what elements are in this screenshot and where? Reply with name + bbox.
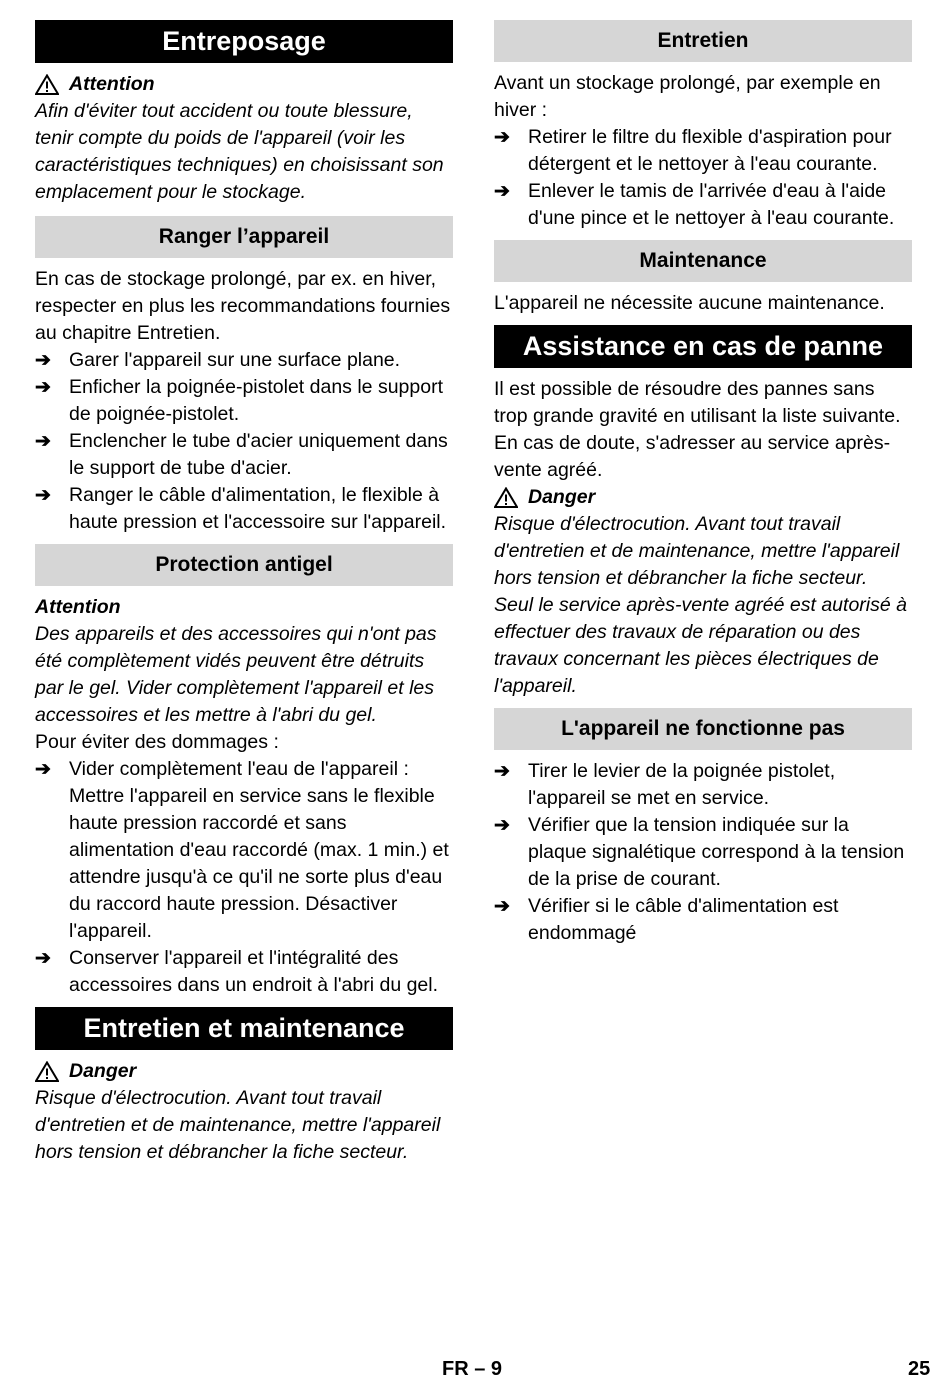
list-item: ➔ Enlever le tamis de l'arrivée d'eau à l'aide d'une pince et le nettoyer à l'eau courante. [494,180,895,229]
section-title-ne-fonctionne-pas: L'appareil ne fonctionne pas [494,708,912,750]
section-title-ranger: Ranger l’appareil [35,216,453,258]
arrow-right-icon: ➔ [494,181,510,202]
paragraph: L'appareil ne nécessite aucune maintenance. [494,292,885,314]
section-title-entretien: Entretien [494,20,912,62]
arrow-right-icon: ➔ [35,948,51,969]
right-column [494,20,912,947]
list-item: ➔ Vérifier si le câble d'alimentation est endommagé [494,895,839,944]
list-item: ➔ Conserver l'appareil et l'intégralité des accessoires dans un endroit à l'abri du gel. [35,947,439,996]
warning-triangle-icon [35,1061,59,1082]
danger-label: Danger [69,1060,137,1082]
list-item: ➔ Enficher la poignée-pistolet dans le support de poignée-pistolet. [35,376,443,425]
warning-text: Afin d'éviter tout accident ou toute blessure, tenir compte du poids de l'appareil (voir les caractéristiques techniques) en choisissant son emplacement pour le stockage. [35,100,444,203]
arrow-right-icon: ➔ [35,485,51,506]
arrow-right-icon: ➔ [35,431,51,452]
list-item: ➔ Vérifier que la tension indiquée sur la plaque signalétique correspond à la tension de la prise de courant. [494,814,905,890]
attention-heading: Attention [35,596,121,618]
warning-heading [35,71,453,98]
danger-heading [35,1058,453,1085]
page-number: 25 [908,1358,931,1380]
list-item: ➔ Ranger le câble d'alimentation, le flexible à haute pression et l'accessoire sur l'appareil. [35,484,447,533]
warning-triangle-icon [494,487,518,508]
arrow-right-icon: ➔ [494,127,510,148]
arrow-right-icon: ➔ [494,761,510,782]
arrow-right-icon: ➔ [35,350,51,371]
paragraph: Pour éviter des dommages : [35,731,279,753]
danger-text: Risque d'électrocution. Avant tout travail d'entretien et de maintenance, mettre l'appareil hors tension et débrancher la fiche secteur. [494,513,900,589]
list-item: ➔ Retirer le filtre du flexible d'aspiration pour détergent et le nettoyer à l'eau courante. [494,126,892,175]
list-item: ➔ Tirer le levier de la poignée pistolet, l'appareil se met en service. [494,760,836,809]
danger-text: Risque d'électrocution. Avant tout travail d'entretien et de maintenance, mettre l'appareil hors tension et débrancher la fiche secteur. [35,1087,441,1163]
section-title-assistance: Assistance en cas de panne [494,325,912,368]
list-item: ➔ Garer l'appareil sur une surface plane. [35,347,453,374]
attention-text: Des appareils et des accessoires qui n'ont pas été complètement vidés peuvent être détruits par le gel. Vider complètement l'appareil et les accessoires et les mettre à l'abri du gel. [35,623,437,726]
left-column [35,20,453,1166]
paragraph: En cas de doute, s'adresser au service après-vente agréé. [494,432,891,481]
paragraph: Avant un stockage prolongé, par exemple en hiver : [494,72,881,121]
section-title-entretien-maintenance: Entretien et maintenance [35,1007,453,1050]
paragraph: Il est possible de résoudre des pannes sans trop grande gravité en utilisant la liste suivante. [494,378,901,427]
section-title-maintenance: Maintenance [494,240,912,282]
list-item: ➔ Enclencher le tube d'acier uniquement dans le support de tube d'acier. [35,430,448,479]
paragraph: En cas de stockage prolongé, par ex. en hiver, respecter en plus les recommandations fournies au chapitre Entretien. [35,268,451,344]
arrow-right-icon: ➔ [35,377,51,398]
warning-triangle-icon [35,74,59,95]
list-item: ➔ Vider complètement l'eau de l'appareil : Mettre l'appareil en service sans le flexible haute pression raccordé et sans alimentation d'eau raccordé (max. 1 min.) et attendre jusqu'à ce qu'il ne sorte plus d'eau du raccord haute pression. Désactiver l'appareil. [35,758,449,942]
section-title-entreposage: Entreposage [35,20,453,63]
arrow-right-icon: ➔ [494,896,510,917]
danger-label: Danger [528,486,596,508]
page-label: FR – 9 [442,1358,503,1380]
danger-text: Seul le service après-vente agréé est autorisé à effectuer des travaux de réparation ou des travaux concernant les pièces électriques de l'appareil. [494,594,907,697]
section-title-antigel: Protection antigel [35,544,453,586]
arrow-right-icon: ➔ [35,759,51,780]
warning-label: Attention [69,73,155,95]
danger-heading [494,484,912,511]
arrow-right-icon: ➔ [494,815,510,836]
